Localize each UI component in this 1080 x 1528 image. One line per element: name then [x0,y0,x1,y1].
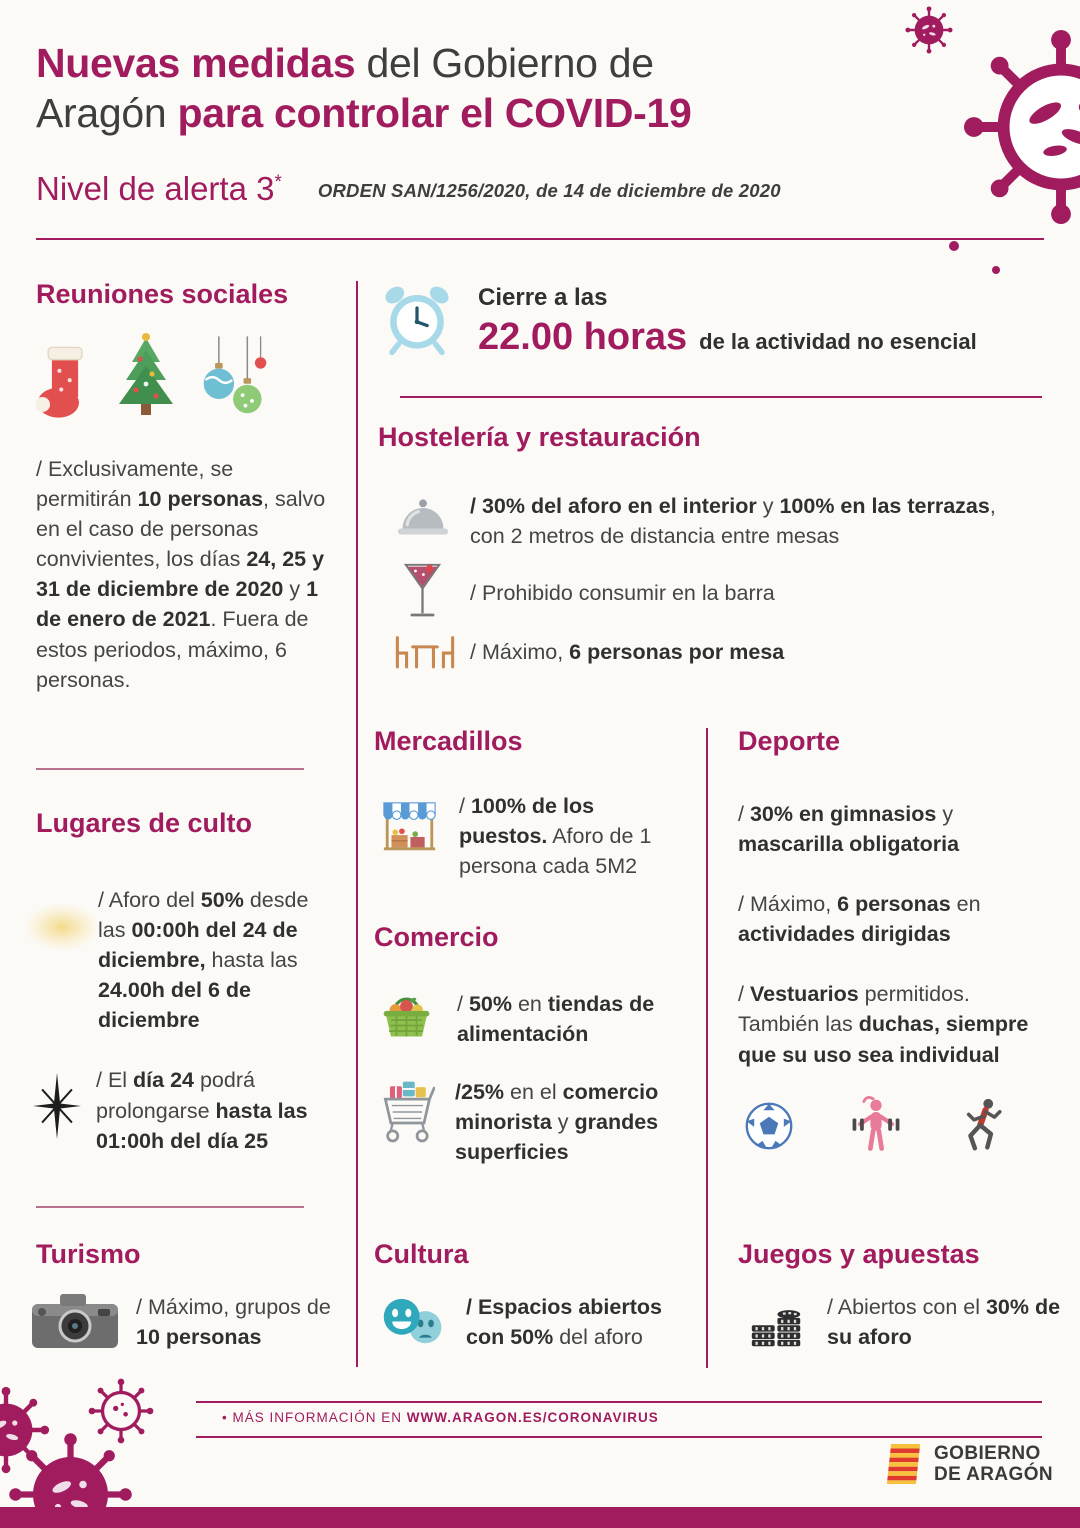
comercio-item-1 [374,989,696,1049]
hosteleria-item-2 [378,563,1042,623]
section-hosteleria [378,424,1042,670]
deporte-item-1-text: / 30% en gimnasios y mascarilla obligatoria [738,802,960,857]
sports-icons-row [744,1096,1006,1156]
christmas-icons-row [36,332,336,424]
juegos-heading: Juegos y apuestas [738,1239,980,1269]
section-mercadillos [374,728,690,881]
camera-icon [30,1290,122,1354]
mercadillos-heading: Mercadillos [374,726,523,756]
deporte-heading: Deporte [738,726,841,756]
food-cloche-icon [396,491,450,538]
aragon-flag-shield-icon [884,1441,924,1487]
reuniones-text: / Exclusivamente, se permitirán 10 personas, salvo en el caso de personas convivientes, los días 24, 25 y 31 de diciembre de 2020 y 1 de enero de 2021. Fuera de estos periodos, máximo, 6 personas. [36,457,326,692]
hosteleria-item-1 [378,491,1042,551]
section-juegos-y-apuestas [738,1241,1068,1352]
comercio-item-2-text: /25% en el comercio minorista y grandes superficies [455,1080,659,1165]
turismo-heading: Turismo [36,1239,141,1269]
section-reuniones-sociales [36,281,336,695]
culto-item-2 [36,1065,344,1155]
section-deporte [738,728,1050,1156]
divider-vertical-2 [706,728,708,1368]
virus-decoration-bottom-left [0,1372,175,1508]
comercio-item-2 [374,1077,696,1167]
logo-text [934,1443,1053,1486]
footer-info[interactable]: • MÁS INFORMACIÓN EN WWW.ARAGON.ES/CORONAVIRUS [222,1410,659,1425]
star-sparkle-icon [28,1065,86,1147]
culto-item-2-text: / El día 24 podrá prolongarse hasta las 01:00h del día 25 [96,1068,308,1153]
cierre-rule [400,396,1042,398]
cocktail-icon [404,563,441,623]
turismo-item-1 [36,1290,341,1354]
cultura-item-1-text: / Espacios abiertos con 50% del aforo [466,1295,662,1350]
divider-left-2 [36,1206,304,1208]
section-turismo [36,1241,341,1354]
culto-item-1 [36,885,344,1035]
table-and-chairs-icon [392,633,458,670]
alert-level-line [36,170,781,208]
runner-icon [958,1096,1006,1156]
deporte-item-2-text: / Máximo, 6 personas en actividades dirigidas [738,892,981,947]
section-lugares-de-culto [36,810,344,1156]
hosteleria-heading: Hostelería y restauración [378,422,701,452]
page-title: Nuevas medidas del Gobierno de Aragón para controlar el COVID-19 [36,40,692,137]
mercadillos-item-1 [374,791,690,881]
turismo-item-1-text: / Máximo, grupos de 10 personas [136,1294,331,1349]
christmas-tree-icon [110,332,182,424]
culto-heading: Lugares de culto [36,808,253,838]
logo-line-2: DE ARAGÓN [934,1464,1054,1485]
food-basket-icon [380,989,433,1042]
juegos-item-1-text: / Abiertos con el 30% de su aforo [827,1295,1061,1350]
section-cultura [374,1241,702,1352]
deporte-item-3-text: / Vestuarios permitidos. También las duchas, siempre que su uso sea individual [738,982,1029,1067]
divider-left-1 [36,768,304,770]
order-reference: ORDEN SAN/1256/2020, de 14 de diciembre de 2020 [317,180,781,201]
cierre-line-2 [478,316,977,359]
cultura-item-1 [374,1292,702,1352]
mercadillos-item-1-text: / 100% de los puestos. Aforo de 1 persona cada 5M2 [459,794,652,879]
culto-item-1-text: / Aforo del 50% desde las 00:00h del 24 de diciembre, hasta las 24.00h del 6 de diciembre [98,888,309,1033]
gobierno-de-aragon-logo [884,1441,1053,1487]
theater-masks-icon [380,1295,448,1350]
hosteleria-item-1-text: / 30% del aforo en el interior y 100% en las terrazas, con 2 metros de distancia entre mesas [470,494,996,549]
market-stall-icon [382,797,437,858]
cierre-suffix: de la actividad no esencial [699,329,977,354]
shopping-cart-icon [378,1077,435,1147]
cultura-heading: Cultura [374,1239,469,1269]
bottom-accent-bar [0,1507,1080,1528]
logo-line-1: GOBIERNO [934,1442,1041,1464]
section-comercio [374,924,696,1167]
alert-level [36,170,282,208]
alert-level-text: Nivel de alerta 3 [36,170,275,207]
virus-decoration-top-right [850,0,1080,290]
christmas-stocking-icon [36,342,94,424]
poker-chips-icon [750,1294,803,1351]
cierre-block [478,284,977,359]
weightlifter-icon [845,1096,907,1156]
divider-vertical-1 [356,281,358,1367]
hosteleria-item-3 [378,633,1042,670]
alarm-clock-icon [380,282,454,358]
reuniones-heading: Reuniones sociales [36,279,289,309]
alert-asterisk: * [274,172,282,193]
comercio-heading: Comercio [374,922,499,952]
soccer-ball-icon [744,1101,794,1151]
footer-rule-top [196,1401,1042,1403]
cierre-prefix: Cierre a las [478,284,608,311]
footer-rule-bottom [196,1436,1042,1438]
light-glow-icon [22,899,102,955]
hosteleria-item-3-text: / Máximo, 6 personas por mesa [470,639,785,664]
juegos-item-1 [738,1292,1068,1352]
hosteleria-item-2-text: / Prohibido consumir en la barra [470,581,775,606]
cierre-time: 22.00 horas [478,316,688,358]
comercio-item-1-text: / 50% en tiendas de alimentación [457,992,655,1047]
christmas-baubles-icon [198,336,272,424]
